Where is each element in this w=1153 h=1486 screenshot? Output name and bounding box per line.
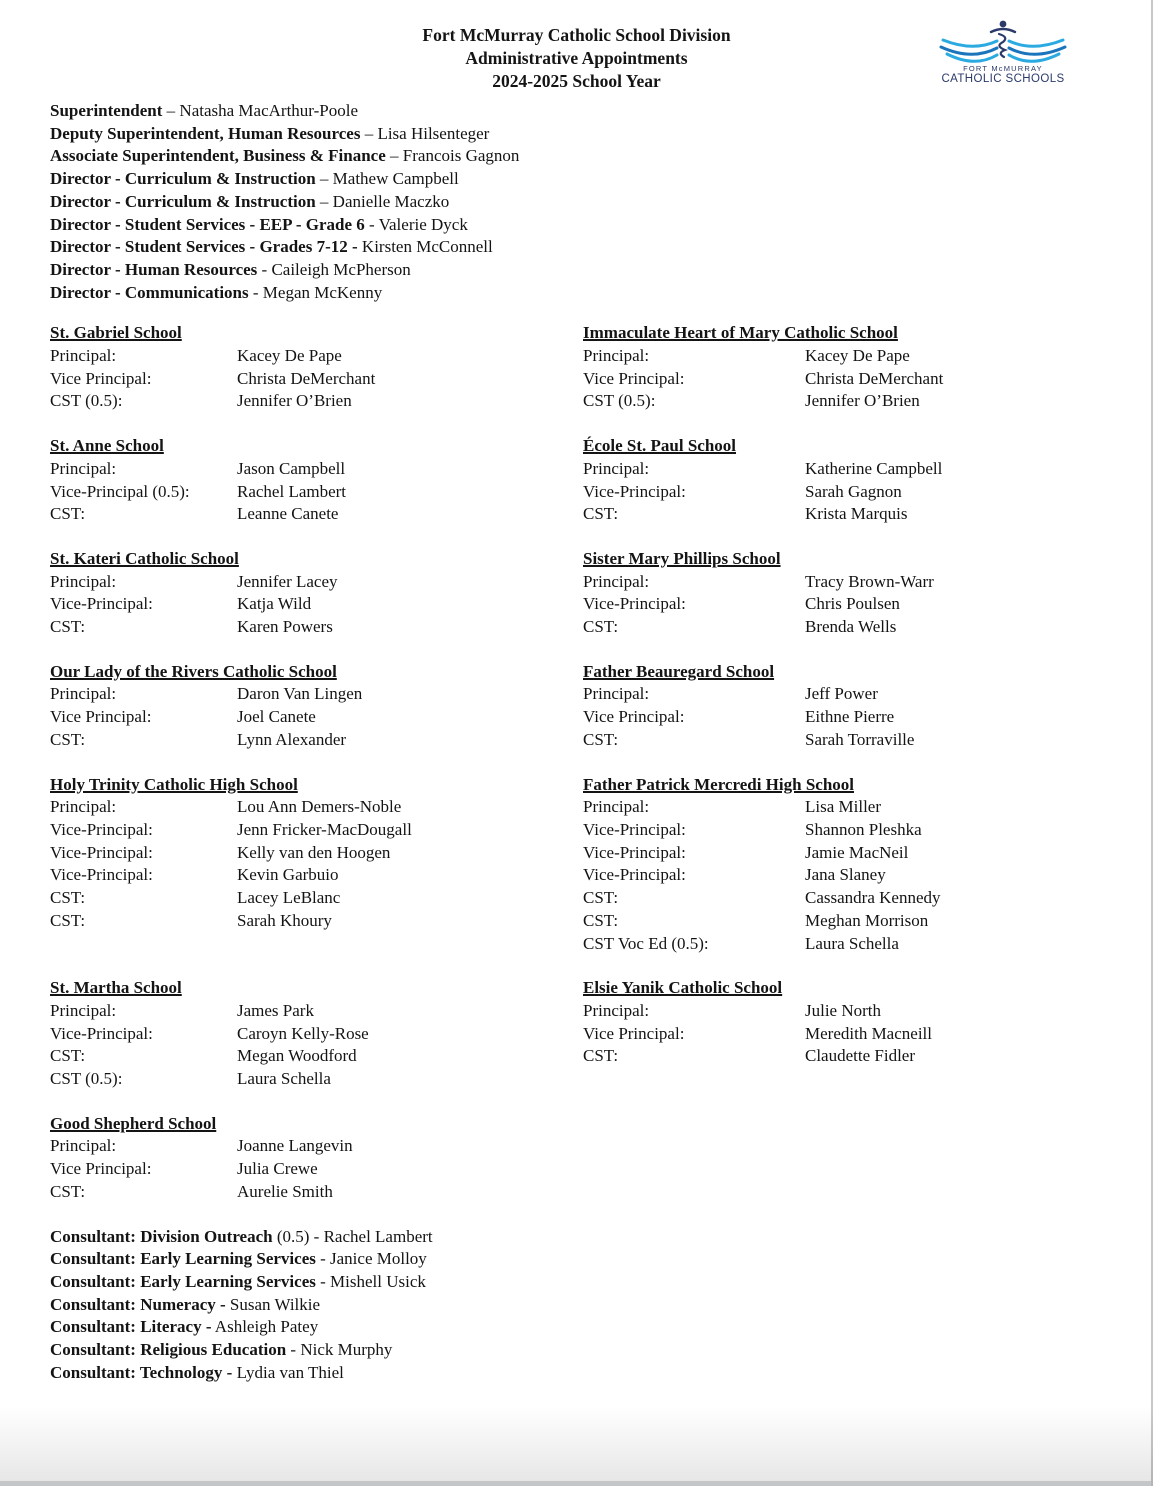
staff-row (50, 729, 583, 752)
school-pair-row (50, 548, 1116, 639)
consultant-title: Consultant: Early Learning Services (50, 1271, 316, 1291)
leadership-name: – Danielle Maczko (315, 191, 450, 211)
lead-line-entry (50, 282, 1116, 305)
staff-role-label: Vice-Principal: (583, 842, 686, 862)
school-column-right (583, 322, 1116, 413)
logo-top-text: FORT McMURRAY (963, 64, 1043, 73)
document-header (0, 0, 1153, 93)
staff-role-label: CST: (583, 910, 619, 930)
school-name: St. Martha School (50, 978, 182, 998)
staff-row (50, 706, 583, 729)
school-column-right (583, 661, 1116, 752)
staff-member-name: Tracy Brown-Warr (805, 571, 934, 591)
page-bottom-edge (0, 1481, 1153, 1486)
leadership-name: – Lisa Hilsenteger (360, 123, 490, 143)
leadership-title: Deputy Superintendent, Human Resources (50, 123, 361, 143)
staff-role-label: Principal: (583, 797, 650, 817)
school-name: Father Beauregard School (583, 661, 775, 681)
staff-member-name: Joanne Langevin (237, 1136, 353, 1156)
leadership-name: – Francois Gagnon (385, 146, 520, 166)
school-pair-row (50, 435, 1116, 526)
staff-member-name: Meghan Morrison (805, 910, 929, 930)
school-pair-row (50, 977, 1116, 1091)
staff-member-name: Caroyn Kelly-Rose (237, 1023, 369, 1043)
staff-role-label: Vice-Principal (0.5): (50, 481, 190, 501)
staff-role-label: CST: (583, 504, 619, 524)
leadership-title: Associate Superintendent, Business & Finance (50, 146, 386, 166)
staff-role-label: CST: (583, 729, 619, 749)
staff-role-label: Principal: (583, 684, 650, 704)
staff-role-label: Vice-Principal: (50, 819, 153, 839)
staff-member-name: Shannon Pleshka (805, 819, 922, 839)
staff-role-label: Principal: (50, 684, 117, 704)
staff-row (50, 345, 583, 368)
school-column-left (50, 977, 583, 1091)
staff-member-name: Leanne Canete (237, 504, 339, 524)
staff-member-name: Kelly van den Hoogen (237, 842, 391, 862)
staff-row (50, 571, 583, 594)
staff-row (50, 1000, 583, 1023)
consultants-list (50, 1226, 1116, 1385)
school-name: St. Kateri Catholic School (50, 548, 239, 568)
staff-role-label: CST: (50, 504, 86, 524)
consultant-title: Consultant: Technology - (50, 1362, 233, 1382)
lead-line-entry (50, 100, 1116, 123)
staff-member-name: Megan Woodford (237, 1046, 357, 1066)
consultant-name: - Janice Molloy (315, 1249, 427, 1269)
staff-row (50, 819, 583, 842)
school-name: Holy Trinity Catholic High School (50, 774, 298, 794)
staff-member-name: Kacey De Pape (237, 346, 342, 366)
staff-row (583, 571, 1116, 594)
staff-member-name: Karen Powers (237, 617, 333, 637)
consultant-line-entry (50, 1248, 1116, 1271)
school-column-right (583, 435, 1116, 526)
document-title-line-2: Administrative Appointments (465, 48, 688, 68)
staff-role-label: Vice-Principal: (583, 819, 686, 839)
staff-role-label: Vice Principal: (583, 368, 685, 388)
staff-row (50, 503, 583, 526)
staff-row (50, 1158, 583, 1181)
staff-member-name: Lacey LeBlanc (237, 888, 341, 908)
leadership-title: Superintendent (50, 101, 163, 120)
staff-member-name: Aurelie Smith (237, 1181, 333, 1201)
lead-line-entry (50, 168, 1116, 191)
school-name: Good Shepherd School (50, 1113, 217, 1133)
staff-row (50, 1181, 583, 1204)
consultant-line-entry (50, 1294, 1116, 1317)
fmcsd-logo (939, 18, 1067, 86)
school-column-left (50, 548, 583, 639)
staff-row (583, 390, 1116, 413)
staff-role-label: CST Voc Ed (0.5): (583, 933, 709, 953)
staff-row (50, 481, 583, 504)
staff-role-label: Vice Principal: (583, 1023, 685, 1043)
staff-member-name: Laura Schella (805, 933, 899, 953)
staff-role-label: Vice Principal: (583, 707, 685, 727)
school-block (583, 774, 1116, 956)
consultant-title: Consultant: Religious Education (50, 1340, 287, 1360)
staff-row (583, 368, 1116, 391)
staff-row (50, 864, 583, 887)
consultant-line-entry (50, 1362, 1116, 1385)
school-block (583, 322, 1116, 413)
school-name: École St. Paul School (583, 436, 737, 456)
school-block (50, 977, 583, 1091)
staff-row (583, 593, 1116, 616)
staff-row (583, 1000, 1116, 1023)
staff-member-name: Cassandra Kennedy (805, 888, 941, 908)
school-block (50, 1113, 583, 1204)
school-name: Our Lady of the Rivers Catholic School (50, 661, 337, 681)
staff-role-label: Vice-Principal: (50, 1023, 153, 1043)
staff-row (50, 616, 583, 639)
staff-member-name: Lisa Miller (805, 797, 882, 817)
staff-row (50, 390, 583, 413)
staff-role-label: CST: (50, 729, 86, 749)
staff-member-name: Kacey De Pape (805, 346, 910, 366)
staff-role-label: Principal: (583, 458, 650, 478)
staff-row (50, 368, 583, 391)
consultant-title: Consultant: Early Learning Services (50, 1249, 316, 1269)
lead-line-entry (50, 214, 1116, 237)
staff-member-name: Christa DeMerchant (805, 368, 944, 388)
school-column-left (50, 661, 583, 752)
school-column-right (583, 548, 1116, 639)
leadership-list (50, 100, 1116, 304)
school-column-right (583, 1113, 1116, 1204)
leadership-title: Director - Communications (50, 282, 249, 302)
school-column-left (50, 322, 583, 413)
staff-member-name: Jenn Fricker-MacDougall (237, 819, 412, 839)
staff-row (583, 1023, 1116, 1046)
school-block (50, 435, 583, 526)
school-block (583, 661, 1116, 752)
staff-row (583, 933, 1116, 956)
consultant-line-entry (50, 1339, 1116, 1362)
school-block (50, 548, 583, 639)
staff-role-label: Principal: (583, 571, 650, 591)
staff-member-name: Rachel Lambert (237, 481, 347, 501)
staff-member-name: Joel Canete (237, 707, 316, 727)
school-column-left (50, 1113, 583, 1204)
school-pair-row (50, 322, 1116, 413)
staff-member-name: Katherine Campbell (805, 458, 943, 478)
staff-member-name: Claudette Fidler (805, 1046, 916, 1066)
consultant-name: Lydia van Thiel (232, 1362, 344, 1382)
staff-row (583, 345, 1116, 368)
staff-member-name: Laura Schella (237, 1069, 331, 1089)
staff-row (583, 887, 1116, 910)
staff-member-name: Jennifer O’Brien (805, 391, 920, 411)
consultant-title: Consultant: Numeracy - (50, 1294, 226, 1314)
school-column-right (583, 977, 1116, 1091)
leadership-title: Director - Student Services - EEP - Grade 6 (50, 214, 365, 234)
staff-row (583, 819, 1116, 842)
staff-row (50, 1045, 583, 1068)
staff-role-label: Vice-Principal: (583, 865, 686, 885)
staff-member-name: Kevin Garbuio (237, 865, 339, 885)
document-body (0, 100, 1153, 1384)
lead-line-entry (50, 123, 1116, 146)
school-name: Father Patrick Mercredi High School (583, 774, 855, 794)
staff-role-label: Principal: (50, 346, 117, 366)
school-column-left (50, 435, 583, 526)
consultant-name: - Mishell Usick (315, 1271, 426, 1291)
logo-swoosh-icon (939, 18, 1067, 86)
school-column-right (583, 774, 1116, 956)
staff-member-name: Lynn Alexander (237, 729, 347, 749)
school-name: Immaculate Heart of Mary Catholic School (583, 323, 898, 343)
consultant-name: (0.5) - Rachel Lambert (272, 1226, 433, 1246)
staff-member-name: Jana Slaney (805, 865, 886, 885)
staff-member-name: Jennifer Lacey (237, 571, 338, 591)
staff-row (583, 706, 1116, 729)
staff-member-name: Krista Marquis (805, 504, 908, 524)
staff-role-label: CST: (583, 888, 619, 908)
school-column-left (50, 774, 583, 956)
staff-row (50, 458, 583, 481)
school-pair-row (50, 661, 1116, 752)
staff-member-name: Julie North (805, 1000, 882, 1020)
staff-row (50, 796, 583, 819)
school-block (583, 435, 1116, 526)
consultant-name: - Nick Murphy (286, 1340, 393, 1360)
staff-row (583, 796, 1116, 819)
staff-role-label: CST (0.5): (50, 391, 123, 411)
staff-row (583, 616, 1116, 639)
staff-role-label: Vice Principal: (50, 707, 152, 727)
staff-row (583, 503, 1116, 526)
staff-row (50, 887, 583, 910)
staff-role-label: Vice Principal: (50, 1159, 152, 1179)
school-block (50, 661, 583, 752)
staff-member-name: Jeff Power (805, 684, 878, 704)
staff-role-label: Vice-Principal: (50, 594, 153, 614)
staff-row (50, 842, 583, 865)
staff-row (583, 1045, 1116, 1068)
logo-bottom-text: CATHOLIC SCHOOLS (941, 73, 1065, 85)
staff-row (583, 864, 1116, 887)
lead-line-entry (50, 236, 1116, 259)
staff-role-label: Vice-Principal: (50, 865, 153, 885)
staff-member-name: Chris Poulsen (805, 594, 900, 614)
staff-member-name: Daron Van Lingen (237, 684, 363, 704)
consultant-title: Consultant: Literacy - (50, 1317, 212, 1337)
staff-member-name: Julia Crewe (237, 1159, 318, 1179)
school-block (583, 548, 1116, 639)
staff-member-name: Sarah Torraville (805, 729, 915, 749)
staff-role-label: Vice-Principal: (50, 842, 153, 862)
schools-grid (50, 322, 1116, 1203)
staff-row (50, 1023, 583, 1046)
leadership-title: Director - Human Resources (50, 259, 258, 279)
staff-role-label: Principal: (50, 797, 117, 817)
staff-row (50, 683, 583, 706)
staff-member-name: Jennifer O’Brien (237, 391, 352, 411)
staff-role-label: CST: (50, 888, 86, 908)
staff-role-label: Principal: (583, 346, 650, 366)
staff-member-name: Jason Campbell (237, 458, 346, 478)
school-name: St. Anne School (50, 436, 164, 456)
school-block (50, 774, 583, 933)
staff-row (583, 683, 1116, 706)
staff-role-label: Vice-Principal: (583, 481, 686, 501)
document-title-line-3: 2024-2025 School Year (492, 71, 661, 91)
staff-role-label: Principal: (50, 458, 117, 478)
staff-row (50, 1135, 583, 1158)
staff-row (583, 458, 1116, 481)
consultant-name: Susan Wilkie (225, 1294, 321, 1314)
staff-member-name: Eithne Pierre (805, 707, 895, 727)
staff-row (50, 1068, 583, 1091)
staff-row (583, 910, 1116, 933)
staff-member-name: Sarah Gagnon (805, 481, 902, 501)
leadership-title: Director - Curriculum & Instruction (50, 191, 316, 211)
leadership-name: Kirsten McConnell (357, 237, 493, 257)
staff-role-label: CST: (583, 1046, 619, 1066)
leadership-name: – Natasha MacArthur-Poole (162, 101, 358, 120)
staff-row (583, 481, 1116, 504)
staff-role-label: CST (0.5): (50, 1069, 123, 1089)
staff-role-label: CST: (50, 1181, 86, 1201)
document-title-line-1: Fort McMurray Catholic School Division (422, 25, 731, 45)
staff-member-name: Katja Wild (237, 594, 312, 614)
staff-role-label: CST: (583, 617, 619, 637)
leadership-name: - Valerie Dyck (364, 214, 468, 234)
staff-row (50, 910, 583, 933)
consultant-title: Consultant: Division Outreach (50, 1226, 273, 1246)
school-pair-row (50, 774, 1116, 956)
staff-member-name: Lou Ann Demers-Noble (237, 797, 402, 817)
consultant-line-entry (50, 1316, 1116, 1339)
lead-line-entry (50, 191, 1116, 214)
staff-role-label: Vice-Principal: (583, 594, 686, 614)
leadership-title: Director - Student Services - Grades 7-12 - (50, 237, 358, 257)
staff-role-label: Principal: (50, 1136, 117, 1156)
staff-role-label: Principal: (50, 1000, 117, 1020)
staff-row (583, 842, 1116, 865)
staff-member-name: Jamie MacNeil (805, 842, 909, 862)
staff-role-label: CST: (50, 910, 86, 930)
consultant-line-entry (50, 1271, 1116, 1294)
school-block (50, 322, 583, 413)
school-pair-row (50, 1113, 1116, 1204)
school-block (583, 977, 1116, 1068)
school-name: Elsie Yanik Catholic School (583, 978, 783, 998)
staff-row (583, 729, 1116, 752)
school-name: St. Gabriel School (50, 323, 182, 343)
staff-member-name: Brenda Wells (805, 617, 897, 637)
staff-role-label: Principal: (50, 571, 117, 591)
staff-role-label: Principal: (583, 1000, 650, 1020)
leadership-name: - Caileigh McPherson (257, 259, 411, 279)
staff-role-label: CST: (50, 1046, 86, 1066)
staff-role-label: Vice Principal: (50, 368, 152, 388)
leadership-name: – Mathew Campbell (315, 169, 459, 189)
leadership-title: Director - Curriculum & Instruction (50, 169, 316, 189)
lead-line-entry (50, 259, 1116, 282)
staff-member-name: James Park (237, 1000, 314, 1020)
lead-line-entry (50, 145, 1116, 168)
school-name: Sister Mary Phillips School (583, 548, 781, 568)
staff-role-label: CST (0.5): (583, 391, 656, 411)
consultant-name: Ashleigh Patey (211, 1317, 319, 1337)
staff-member-name: Sarah Khoury (237, 910, 332, 930)
staff-member-name: Christa DeMerchant (237, 368, 376, 388)
staff-role-label: CST: (50, 617, 86, 637)
consultant-line-entry (50, 1226, 1116, 1249)
staff-row (50, 593, 583, 616)
leadership-name: - Megan McKenny (248, 282, 383, 302)
staff-member-name: Meredith Macneill (805, 1023, 932, 1043)
